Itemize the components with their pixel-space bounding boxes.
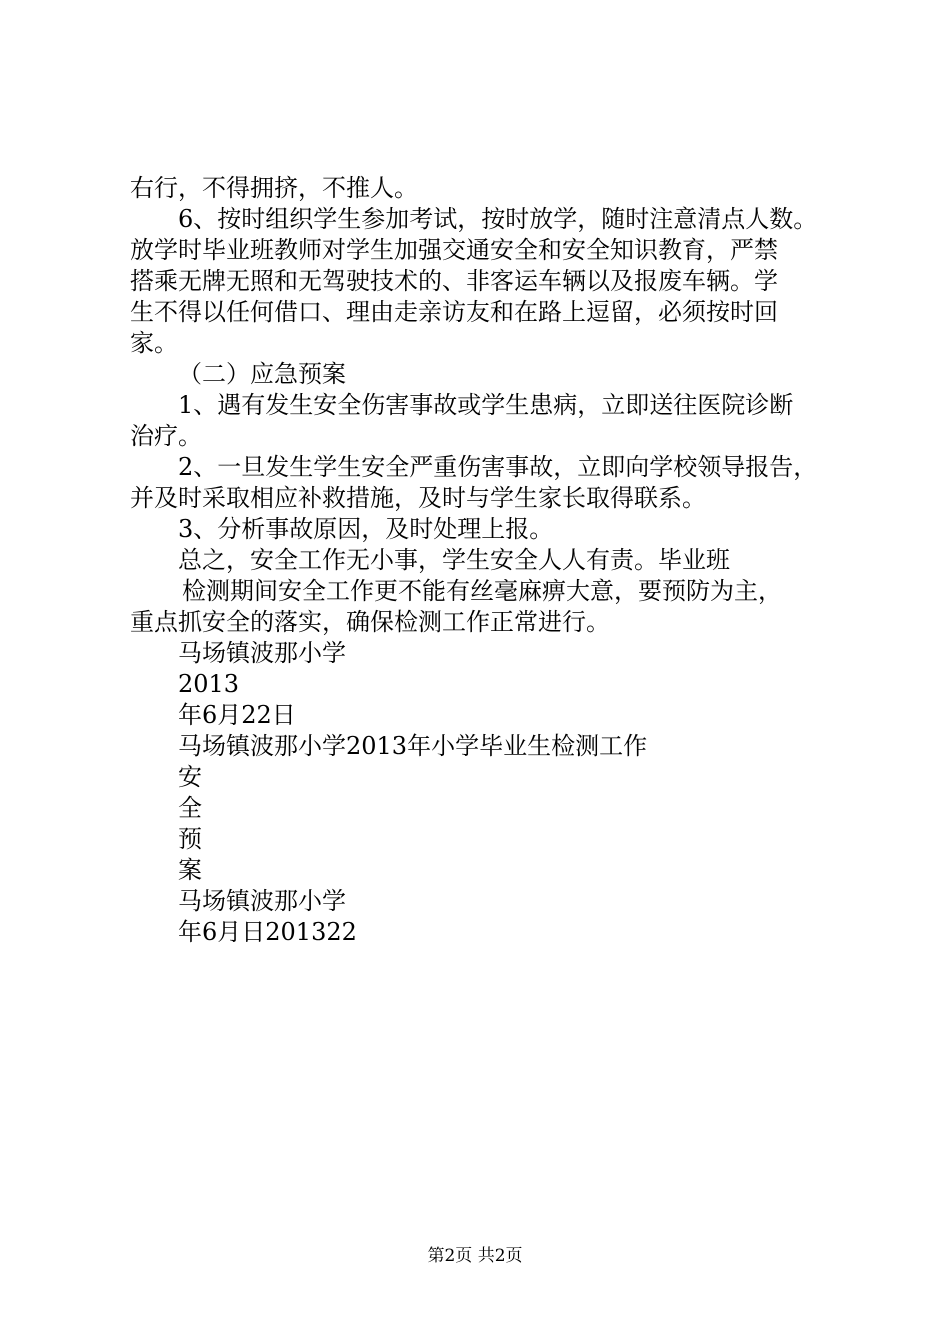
title-char-quan: 全 xyxy=(178,794,202,822)
text-line-6: 家。 xyxy=(130,329,178,357)
date-line-2: 年6月日201322 xyxy=(178,918,357,946)
school-name-1: 马场镇波那小学 xyxy=(178,639,346,667)
title-char-yu: 预 xyxy=(178,825,202,853)
section-heading-emergency-plan: （二）应急预案 xyxy=(178,360,346,388)
date-line-1: 年6月22日 xyxy=(178,701,296,729)
document-title-line: 马场镇波那小学2013年小学毕业生检测工作 xyxy=(178,732,648,760)
text-line-12: 3、分析事故原因，及时处理上报。 xyxy=(178,515,554,543)
year-line: 2013 xyxy=(178,670,240,698)
text-line-9: 治疗。 xyxy=(130,422,202,450)
text-line-14: 检测期间安全工作更不能有丝毫麻痹大意，要预防为主， xyxy=(182,577,782,605)
text-line-13: 总之，安全工作无小事，学生安全人人有责。毕业班 xyxy=(178,546,730,574)
text-line-4: 搭乘无牌无照和无驾驶技术的、非客运车辆以及报废车辆。学 xyxy=(130,267,778,295)
text-line-3: 放学时毕业班教师对学生加强交通安全和安全知识教育，严禁 xyxy=(130,236,778,264)
text-line-15: 重点抓安全的落实，确保检测工作正常进行。 xyxy=(130,608,610,636)
text-line-10: 2、一旦发生学生安全严重伤害事故，立即向学校领导报告， xyxy=(178,453,818,481)
title-char-an2: 案 xyxy=(178,856,202,884)
text-line-1: 右行，不得拥挤，不推人。 xyxy=(130,174,418,202)
school-name-2: 马场镇波那小学 xyxy=(178,887,346,915)
text-line-5: 生不得以任何借口、理由走亲访友和在路上逗留，必须按时回 xyxy=(130,298,778,326)
title-char-an: 安 xyxy=(178,763,202,791)
text-line-8: 1、遇有发生安全伤害事故或学生患病，立即送往医院诊断 xyxy=(178,391,794,419)
page-footer: 第2页 共2页 xyxy=(427,1246,523,1266)
text-line-2: 6、按时组织学生参加考试，按时放学，随时注意清点人数。 xyxy=(178,205,818,233)
text-line-11: 并及时采取相应补救措施，及时与学生家长取得联系。 xyxy=(130,484,706,512)
